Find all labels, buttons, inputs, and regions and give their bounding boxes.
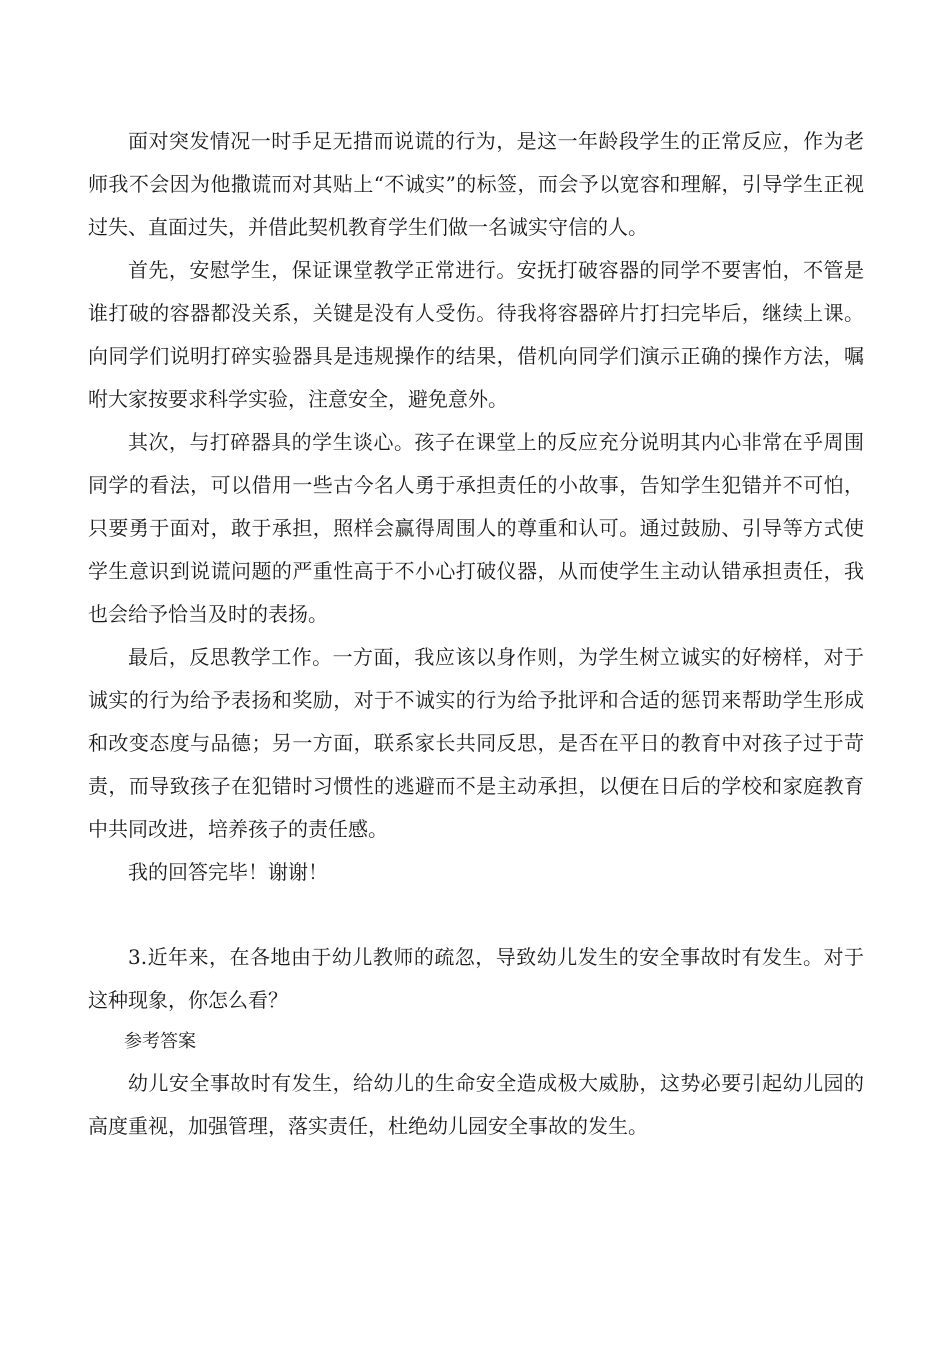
document-body bbox=[88, 120, 864, 1148]
paragraph-last: 最后，反思教学工作。一方面，我应该以身作则，为学生树立诚实的好榜样，对于诚实的行为给予表扬和奖励，对于不诚实的行为给予批评和合适的惩罚来帮助学生形成和改变态度与品德；另一方面，联系家长共同反思，是否在平日的教育中对孩子过于苛责，而导致孩子在犯错时习惯性的逃避而不是主动承担，以便在日后的学校和家庭教育中共同改进，培养孩子的责任感。 bbox=[88, 645, 864, 841]
section-gap bbox=[88, 894, 864, 936]
question-3: 3.近年来，在各地由于幼儿教师的疏忽，导致幼儿发生的安全事故时有发生。对于这种现象，你怎么看？ bbox=[88, 945, 864, 1012]
paragraph-intro: 面对突发情况一时手足无措而说谎的行为，是这一年龄段学生的正常反应，作为老师我不会因为他撒谎而对其贴上“不诚实”的标签，而会予以宽容和理解，引导学生正视过失、直面过失，并借此契机教育学生们做一名诚实守信的人。 bbox=[88, 129, 864, 239]
paragraph-closing: 我的回答完毕！谢谢！ bbox=[128, 860, 328, 884]
paragraph-second: 其次，与打碎器具的学生谈心。孩子在课堂上的反应充分说明其内心非常在乎周围同学的看法，可以借用一些古今名人勇于承担责任的小故事，告知学生犯错并不可怕，只要勇于面对，敢于承担，照样会赢得周围人的尊重和认可。通过鼓励、引导等方式使学生意识到说谎问题的严重性高于不小心打破仪器，从而使学生主动认错承担责任，我也会给予恰当及时的表扬。 bbox=[88, 430, 864, 626]
answer-paragraph: 幼儿安全事故时有发生，给幼儿的生命安全造成极大威胁，这势必要引起幼儿园的高度重视，加强管理，落实责任，杜绝幼儿园安全事故的发生。 bbox=[88, 1071, 864, 1138]
answer-label: 参考答案 bbox=[124, 1031, 196, 1052]
paragraph-first: 首先，安慰学生，保证课堂教学正常进行。安抚打破容器的同学不要害怕，不管是谁打破的容器都没关系，关键是没有人受伤。待我将容器碎片打扫完毕后，继续上课。向同学们说明打碎实验器具是违规操作的结果，借机向同学们演示正确的操作方法，嘱咐大家按要求科学实验，注意安全，避免意外。 bbox=[88, 258, 864, 411]
